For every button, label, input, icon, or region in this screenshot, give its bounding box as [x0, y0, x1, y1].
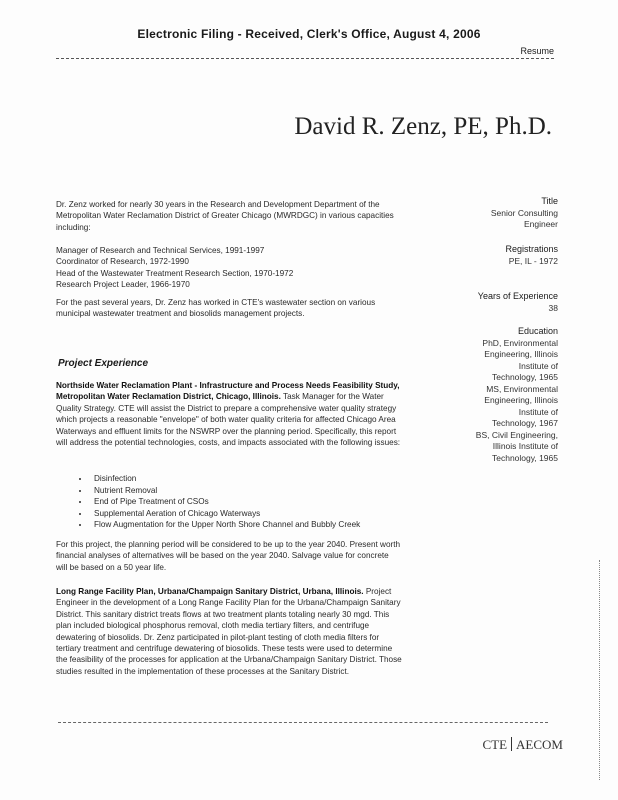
position-item: Manager of Research and Technical Services, 1991-1997	[56, 246, 265, 255]
experience-value: 38	[548, 302, 558, 313]
sidebar-title	[428, 196, 558, 231]
list-item: • Supplemental Aeration of Chicago Waterways	[90, 508, 360, 520]
list-item: • End of Pipe Treatment of CSOs	[90, 496, 360, 508]
recent-work-paragraph: For the past several years, Dr. Zenz has worked in CTE's wastewater section on various municipal wastewater treatment and biosolids management projects.	[56, 298, 376, 319]
project-1-title: Northside Water Reclamation Plant - Infrastructure and Process Needs Feasibility Study, Metropolitan Water Reclamation District, Chicago, Illinois.	[56, 381, 400, 402]
project-1	[56, 380, 402, 448]
registrations-label: Registrations	[505, 244, 558, 254]
footer-divider	[58, 722, 548, 723]
title-value-line: Engineer	[523, 219, 558, 229]
list-item: • Flow Augmentation for the Upper North Shore Channel and Bubbly Creek	[90, 519, 360, 531]
project-1-closing: For this project, the planning period will be considered to be up to the year 2040. Present worth financial analyses of alternatives will be based on the year 2040. Salvage value for concrete will be based on a 50 year life.	[56, 540, 401, 572]
registrations-value: PE, IL - 1972	[508, 255, 558, 266]
list-item: • Nutrient Removal	[90, 485, 360, 497]
intro-paragraph: Dr. Zenz worked for nearly 30 years in the Research and Development Department of the Metropolitan Water Reclamation District of Greater Chicago (MWRDGC) in various capacities including:	[56, 200, 394, 232]
education-line: Technology, 1967	[491, 418, 558, 428]
project-2	[56, 586, 402, 677]
education-line: MS, Environmental	[486, 383, 558, 394]
positions-list	[56, 245, 402, 291]
education-line: BS, Civil Engineering,	[475, 429, 558, 440]
project-experience-heading: Project Experience	[58, 358, 149, 369]
project-1-issue-list	[76, 473, 360, 531]
scan-edge-mark	[599, 560, 600, 780]
header-divider	[56, 58, 554, 59]
project-1-body: Task Manager for the Water Quality Strategy. CTE will assist the District to prepare a comprehensive water quality strategy which projects a reasonable "envelope" of both water quality criteria for affected Chicago Area Waterways and effluent limits for the NSWRP over the planning period. Specifically, this report will address the potential technologies, costs, and impacts associated with the following issues:	[56, 392, 401, 448]
education-line: Illinois Institute of	[492, 441, 558, 451]
position-item: Coordinator of Research, 1972-1990	[56, 257, 189, 267]
education-line: PhD, Environmental	[482, 337, 558, 348]
education-line: Institute of	[518, 360, 558, 371]
education-line: Engineering, Illinois	[484, 395, 558, 405]
experience-label: Years of Experience	[477, 291, 558, 301]
education-line: Institute of	[518, 406, 558, 417]
project-2-title: Long Range Facility Plan, Urbana/Champaign Sanitary District, Urbana, Illinois.	[56, 587, 364, 596]
position-item: Head of the Wastewater Treatment Research Section, 1970-1972	[56, 268, 294, 278]
education-label: Education	[517, 326, 558, 336]
title-label: Title	[541, 196, 558, 206]
education-line: Technology, 1965	[491, 452, 558, 463]
education-line: Engineering, Illinois	[484, 349, 558, 359]
filing-stamp: Electronic Filing - Received, Clerk's Office, August 4, 2006	[137, 27, 481, 41]
sidebar-registrations	[428, 244, 558, 267]
sidebar-experience	[428, 291, 558, 314]
education-line: Technology, 1965	[491, 372, 558, 382]
logo-aecom: AECOM	[516, 737, 563, 752]
person-name: David R. Zenz, PE, Ph.D.	[294, 113, 552, 140]
project-2-body: Project Engineer in the development of a Long Range Facility Plan for the Urbana/Champaign Sanitary District. This sanitary district treats flows at two treatment plants totaling nearly 30 mgd. This plan included biological phosphorus removal, cloth media tertiary filters, and centrifuge dewatering of biosolids. Dr. Zenz participated in pilot-plant testing of cloth media filters for tertiary treatment and centrifuge dewatering of biosolids. These tests were used to determine the feasibility of the processes for application at the Urbana/Champaign Sanitary District. Those studies resulted in the implementation of these processes at the Sanitary District.	[56, 587, 402, 676]
sidebar-education	[428, 326, 558, 464]
position-item: Research Project Leader, 1966-1970	[56, 280, 190, 290]
resume-label: Resume	[520, 46, 554, 56]
logo-separator	[511, 737, 512, 751]
list-item: • Disinfection	[90, 473, 360, 485]
company-logo	[482, 737, 563, 753]
title-value-line: Senior Consulting	[490, 207, 558, 218]
logo-cte: CTE	[482, 737, 508, 752]
